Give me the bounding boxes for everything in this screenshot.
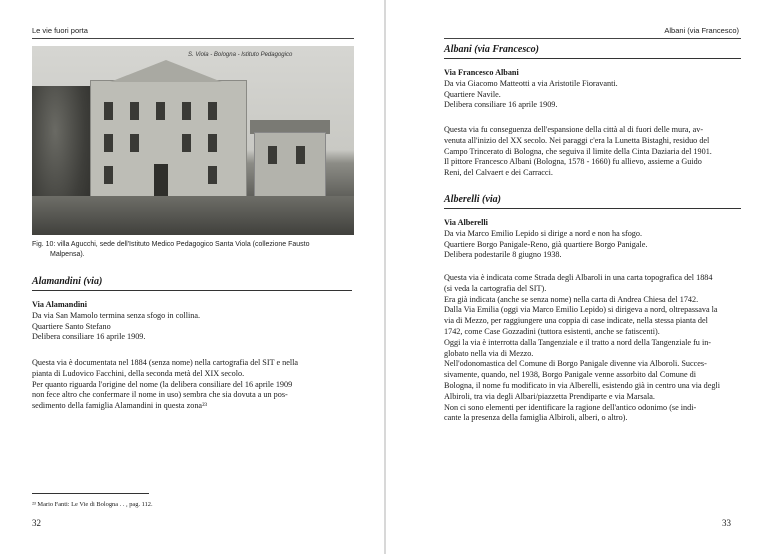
body-line: Non ci sono elementi per identificare la ragione dell'antico odonimo (se indi-: [444, 402, 697, 412]
section-rule: [32, 290, 352, 291]
villa-agucchi-photo: [32, 46, 354, 235]
body-text-albani: [444, 125, 712, 179]
body-line: Bologna, il nome fu modificato in via Alberelli, esistendo già in centro una via degli: [444, 380, 721, 390]
figure-caption-line: Fig. 10: villa Agucchi, sede dell'Istituto Medico Pedagogico Santa Viola (collezione Fausto: [32, 241, 310, 248]
window: [208, 102, 217, 120]
info-line: Da via Marco Emilio Lepido si dirige a nord e non ha sfogo.: [444, 228, 643, 238]
section-heading-alamandini: Alamandini (via): [32, 276, 103, 287]
window: [182, 134, 191, 152]
window: [130, 134, 139, 152]
window: [182, 102, 191, 120]
body-line: venuta all'inizio del XX secolo. Nei paraggi c'era la Lunetta Bistaghi, residuo del: [444, 135, 710, 145]
window: [208, 134, 217, 152]
body-line: sivamente, quando, nel 1938, Borgo Panigale venne assorbito dal Comune di: [444, 370, 697, 380]
info-line: Delibera consiliare 16 aprile 1909.: [444, 100, 558, 110]
body-line: non fece altro che confermare il nome in uso) sembra che sia dovuta a un pos-: [32, 390, 288, 400]
body-line: Albiroli, tra via degli Albari/piazzetta Prendiparte e via Marsala.: [444, 391, 655, 401]
villa-pediment: [110, 60, 222, 82]
info-line: Quartiere Navile.: [444, 89, 501, 99]
left-page: [0, 0, 384, 554]
street-info-alberelli: [444, 218, 647, 261]
body-line: Era già indicata (anche se senza nome) nella carta di Andrea Chiesa del 1742.: [444, 294, 699, 304]
header-rule-right: [444, 38, 741, 39]
body-line: 1742, come Case Gozzadini (tuttora esistenti, anche se fatiscenti).: [444, 326, 660, 336]
body-line: globato nella via di Mezzo.: [444, 348, 534, 358]
body-line: Questa via fu conseguenza dell'espansione della città al di fuori delle mura, av-: [444, 125, 704, 134]
window: [130, 102, 139, 120]
right-page: [386, 0, 769, 554]
photo-inscription: S. Viola - Bologna - Istituto Pedagogico: [188, 52, 293, 58]
figure-caption-line: Malpensa).: [50, 251, 85, 258]
street-info-alamandini: [32, 300, 200, 343]
body-line: Nell'odonomastica del Comune di Borgo Panigale divenne via Alboroli. Succes-: [444, 359, 707, 369]
window: [104, 102, 113, 120]
body-text-alamandini: [32, 358, 298, 412]
info-line: Delibera consiliare 16 aprile 1909.: [32, 332, 146, 342]
body-line: Campo Trincerato di Bologna, che seguiva il limite della Cinta Daziaria del 1901.: [444, 146, 712, 156]
body-line: (si veda la cartografia del SIT).: [444, 283, 547, 293]
body-line: Oggi la via è interrotta dalla Tangenziale e il tratto a nord della Tangenziale fu in-: [444, 337, 712, 347]
running-head-left: Le vie fuori porta: [32, 26, 88, 35]
section-rule: [444, 208, 741, 209]
header-rule-left: [32, 38, 354, 39]
window: [156, 102, 165, 120]
body-line: pianta di Ludovico Facchini, della seconda metà del XIX secolo.: [32, 368, 245, 378]
body-line: Reni, del Calvaert e dei Carracci.: [444, 168, 553, 178]
window: [104, 166, 113, 184]
footnote-rule: [32, 493, 149, 494]
villa-door: [154, 164, 168, 198]
info-line: Da via San Mamolo termina senza sfogo in collina.: [32, 310, 201, 320]
street-name: Via Alberelli: [444, 218, 488, 227]
annex-building: [254, 132, 326, 200]
street-name: Via Alamandini: [32, 300, 87, 309]
street-info-albani: [444, 68, 618, 111]
section-rule: [444, 58, 741, 59]
street-name: Via Francesco Albani: [444, 68, 519, 77]
info-line: Da via Giacomo Matteotti a via Aristotile Fioravanti.: [444, 78, 618, 88]
section-heading-albani: Albani (via Francesco): [444, 44, 539, 55]
body-line: Per quanto riguarda l'origine del nome (la delibera consiliare del 16 aprile 1909: [32, 379, 293, 389]
garden: [32, 196, 354, 235]
page-number-left: 32: [32, 518, 41, 528]
window: [268, 146, 277, 164]
window: [104, 134, 113, 152]
body-line: Il pittore Francesco Albani (Bologna, 1578 - 1660) fu allievo, assieme a Guido: [444, 157, 702, 167]
body-line: cante la presenza della famiglia Albiroli, alberi, o altro).: [444, 413, 628, 423]
body-line: via di Mezzo, per raggiungere una coppia di case indicate, nella stessa pianta del: [444, 316, 708, 326]
body-line: Questa via è documentata nel 1884 (senza nome) nella cartografia del SIT e nella: [32, 358, 299, 367]
window: [296, 146, 305, 164]
info-line: Delibera podestarile 8 giugno 1938.: [444, 250, 562, 260]
body-text-alberelli: [444, 273, 720, 424]
page-number-right: 33: [722, 518, 731, 528]
section-heading-alberelli: Alberelli (via): [444, 194, 501, 205]
running-head-right: Albani (via Francesco): [664, 26, 739, 35]
window: [208, 166, 217, 184]
villa-facade: [90, 80, 247, 200]
body-line: sedimento della famiglia Alamandini in questa zona²³: [32, 401, 207, 411]
body-line: Questa via è indicata come Strada degli Albaroli in una carta topografica del 1884: [444, 273, 713, 282]
body-line: Dalla Via Emilia (oggi via Marco Emilio Lepido) si dirigeva a nord, oltrepassava la: [444, 305, 718, 315]
footnote: ²³ Mario Fanti: Le Vie di Bologna . . , pag. 112.: [32, 501, 153, 508]
info-line: Quartiere Borgo Panigale-Reno, già quartiere Borgo Panigale.: [444, 239, 648, 249]
figure-caption: [32, 240, 352, 260]
info-line: Quartiere Santo Stefano: [32, 321, 111, 331]
